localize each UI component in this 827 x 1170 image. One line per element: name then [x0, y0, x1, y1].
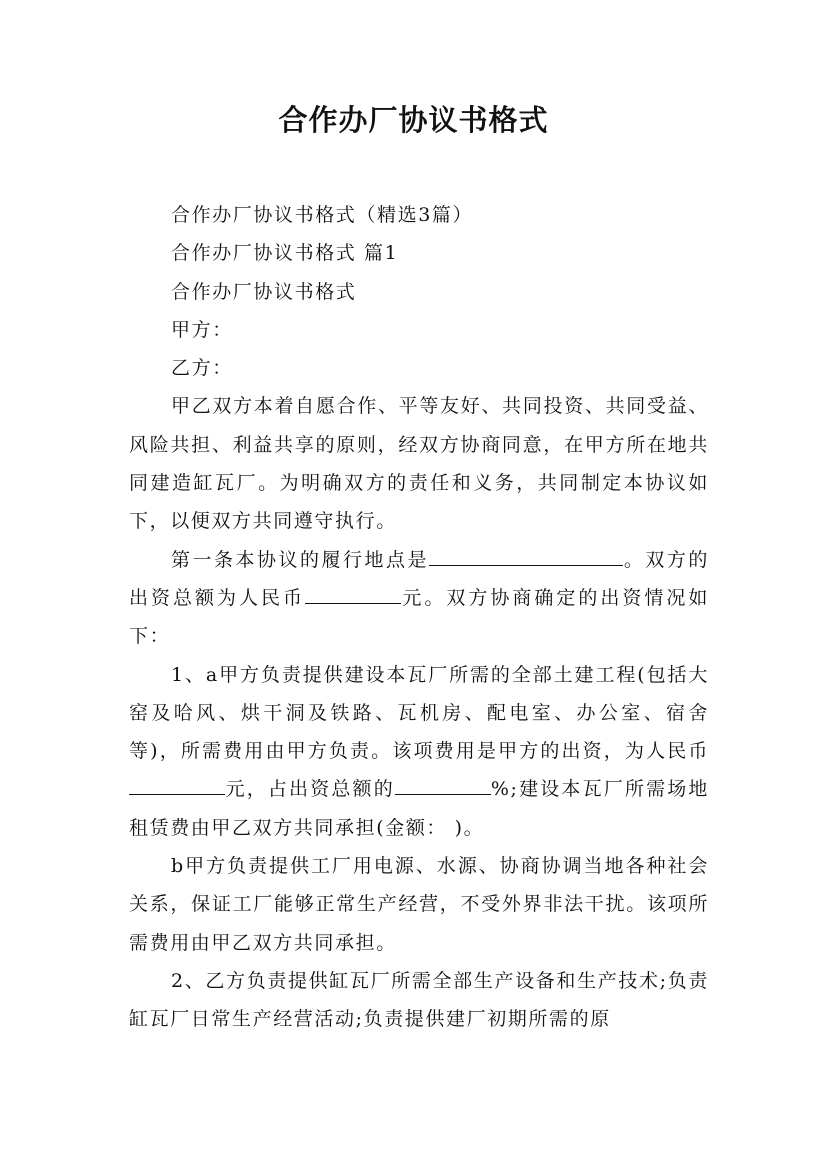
item-1a-text-a: 1、a甲方负责提供建设本瓦厂所需的全部土建工程(包括大窑及哈风、烘干洞及铁路、瓦机房、配电室、办公室、宿舍等)，所需费用由甲方负责。该项费用是甲方的出资，为人民币 [129, 663, 709, 763]
item-2-paragraph: 2、乙方负责提供缸瓦厂所需全部生产设备和生产技术;负责缸瓦厂日常生产经营活动;负责提供建厂初期所需的原 [129, 969, 709, 1031]
item-1b-paragraph: b甲方负责提供工厂用电源、水源、协商协调当地各种社会关系，保证工厂能够正常生产经营，不受外界非法干扰。该项所需费用由甲乙双方共同承担。 [129, 855, 709, 954]
document-title: 合作办厂协议书格式 [278, 103, 549, 137]
agreement-name: 合作办厂协议书格式 [171, 280, 357, 303]
intro-paragraph: 甲乙双方本着自愿合作、平等友好、共同投资、共同受益、风险共担、利益共享的原则，经双方协商同意，在甲方所在地共同建造缸瓦厂。为明确双方的责任和义务，共同制定本协议如下，以便双方共同遵守执行。 [129, 395, 709, 533]
party-a-label: 甲方： [171, 318, 233, 341]
party-a-amount-blank [129, 775, 225, 796]
article-1-text-b: 。双方的出资总额为人民币 [129, 548, 709, 609]
part-heading: 合作办厂协议书格式 篇1 [171, 242, 399, 265]
location-blank [429, 545, 623, 566]
item-1a-text-c: %;建设本瓦厂所需场地租赁费由甲乙双方共同承担(金额： )。 [129, 778, 709, 839]
percentage-blank [395, 775, 491, 796]
document-subtitle: 合作办厂协议书格式（精选3篇） [171, 204, 474, 226]
article-1-text-c: 元。双方协商确定的出资情况如下： [129, 586, 709, 648]
item-1a-paragraph [129, 656, 709, 847]
article-1-paragraph [129, 541, 709, 656]
party-b-label: 乙方： [171, 357, 233, 380]
article-1-text-a: 第一条本协议的履行地点是 [171, 548, 429, 571]
item-1a-text-b: 元，占出资总额的 [225, 778, 395, 801]
total-amount-blank [305, 583, 401, 604]
document-body [129, 196, 709, 1039]
